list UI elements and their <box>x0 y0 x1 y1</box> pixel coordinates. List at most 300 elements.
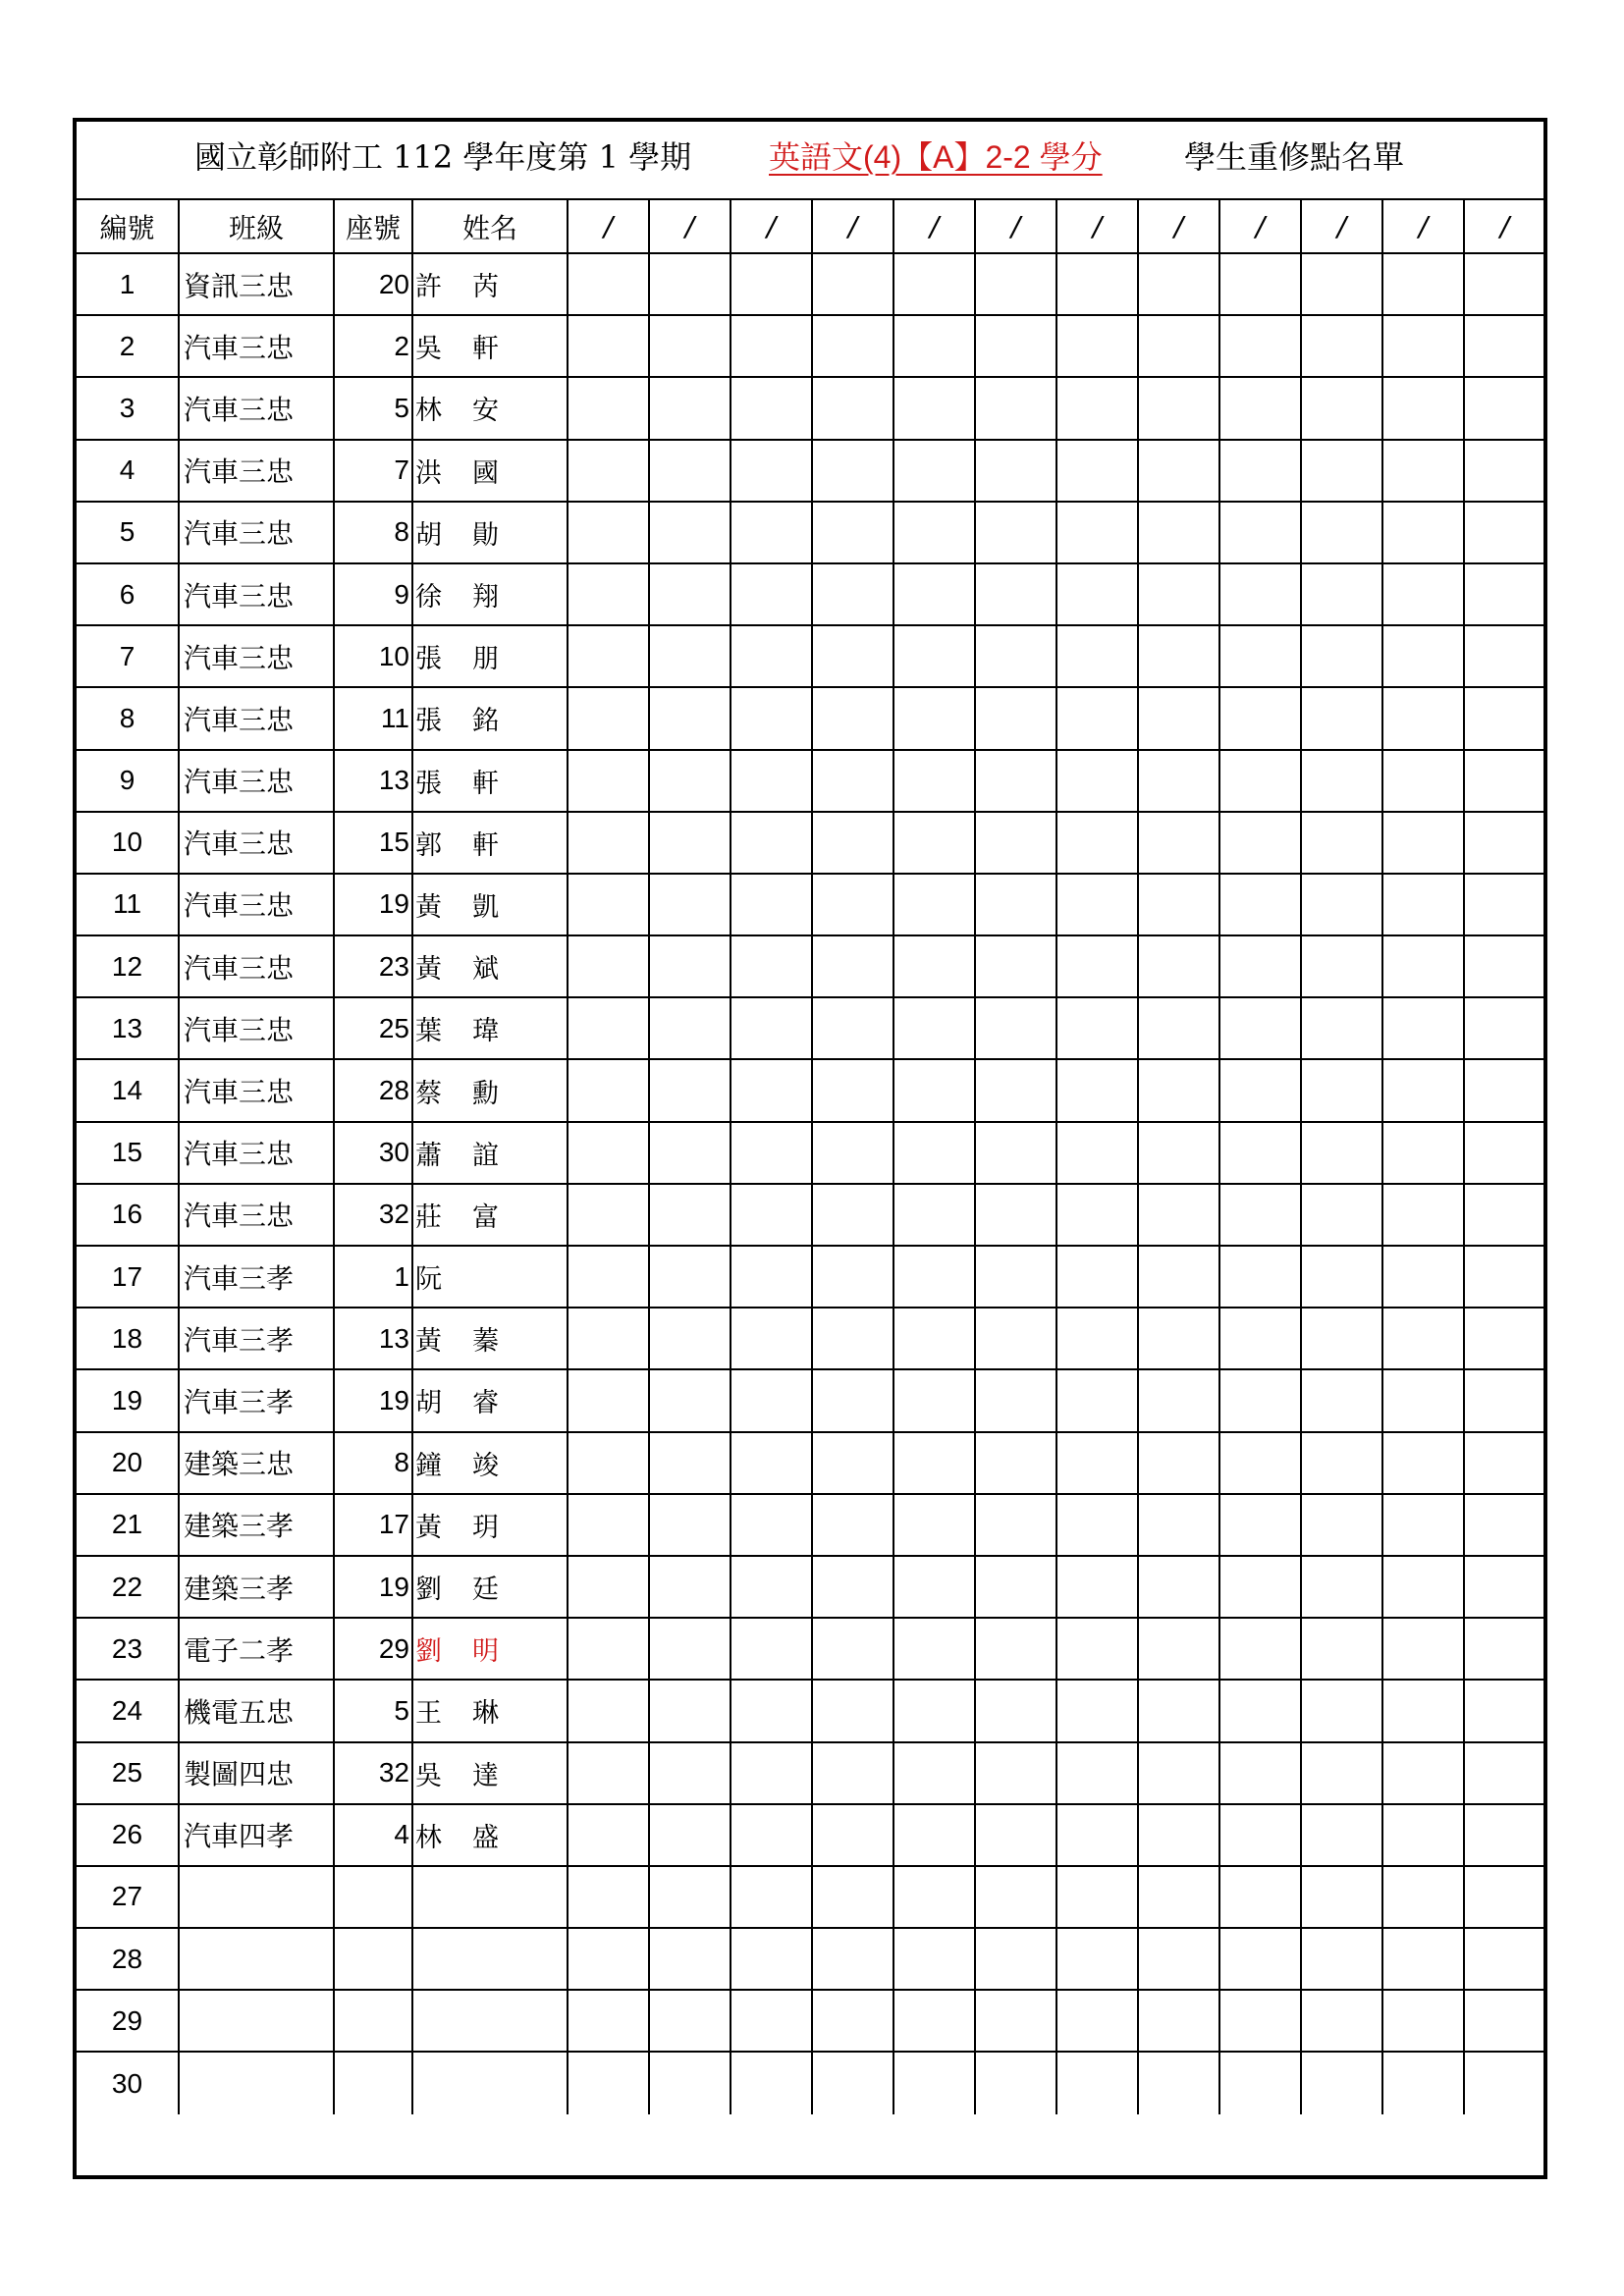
attendance-cell[interactable] <box>649 502 731 563</box>
attendance-cell[interactable] <box>812 750 893 812</box>
attendance-cell[interactable] <box>1056 874 1138 935</box>
attendance-cell[interactable] <box>1464 2052 1544 2113</box>
attendance-cell[interactable] <box>1056 1308 1138 1369</box>
attendance-cell[interactable] <box>1464 812 1544 874</box>
attendance-cell[interactable] <box>1301 377 1382 439</box>
attendance-cell[interactable] <box>1464 1184 1544 1246</box>
attendance-cell[interactable] <box>1382 1556 1464 1618</box>
attendance-cell[interactable] <box>568 315 649 377</box>
attendance-cell[interactable] <box>1219 687 1301 749</box>
attendance-cell[interactable] <box>1301 1122 1382 1184</box>
attendance-cell[interactable] <box>1464 1246 1544 1308</box>
attendance-cell[interactable] <box>975 1059 1056 1121</box>
attendance-cell[interactable] <box>1301 1928 1382 1990</box>
attendance-cell[interactable] <box>812 2052 893 2113</box>
attendance-cell[interactable] <box>1219 1680 1301 1741</box>
attendance-cell[interactable] <box>1138 625 1219 687</box>
attendance-cell[interactable] <box>893 874 975 935</box>
attendance-cell[interactable] <box>812 377 893 439</box>
attendance-cell[interactable] <box>1056 1618 1138 1680</box>
attendance-cell[interactable] <box>1382 1122 1464 1184</box>
attendance-cell[interactable] <box>1138 253 1219 315</box>
attendance-cell[interactable] <box>893 1928 975 1990</box>
attendance-cell[interactable] <box>649 1618 731 1680</box>
attendance-cell[interactable] <box>568 1742 649 1804</box>
attendance-cell[interactable] <box>1219 1184 1301 1246</box>
attendance-cell[interactable] <box>568 687 649 749</box>
attendance-cell[interactable] <box>1301 315 1382 377</box>
attendance-cell[interactable] <box>1382 1059 1464 1121</box>
attendance-cell[interactable] <box>1382 687 1464 749</box>
attendance-cell[interactable] <box>1056 1059 1138 1121</box>
attendance-cell[interactable] <box>893 1618 975 1680</box>
attendance-cell[interactable] <box>893 625 975 687</box>
attendance-cell[interactable] <box>1219 253 1301 315</box>
attendance-cell[interactable] <box>1464 315 1544 377</box>
attendance-cell[interactable] <box>1056 1742 1138 1804</box>
attendance-cell[interactable] <box>975 502 1056 563</box>
attendance-cell[interactable] <box>1056 502 1138 563</box>
attendance-cell[interactable] <box>1219 315 1301 377</box>
attendance-cell[interactable] <box>731 687 812 749</box>
attendance-cell[interactable] <box>731 1494 812 1556</box>
attendance-cell[interactable] <box>975 1618 1056 1680</box>
attendance-cell[interactable] <box>1382 502 1464 563</box>
attendance-cell[interactable] <box>731 1866 812 1928</box>
attendance-cell[interactable] <box>731 1059 812 1121</box>
attendance-cell[interactable] <box>893 1494 975 1556</box>
attendance-cell[interactable] <box>1056 1122 1138 1184</box>
attendance-cell[interactable] <box>1056 625 1138 687</box>
attendance-cell[interactable] <box>1382 1246 1464 1308</box>
attendance-cell[interactable] <box>893 1246 975 1308</box>
attendance-cell[interactable] <box>812 1369 893 1431</box>
attendance-cell[interactable] <box>1138 1122 1219 1184</box>
attendance-cell[interactable] <box>649 1308 731 1369</box>
attendance-cell[interactable] <box>1138 1494 1219 1556</box>
attendance-cell[interactable] <box>1219 1246 1301 1308</box>
attendance-cell[interactable] <box>649 1494 731 1556</box>
attendance-cell[interactable] <box>649 1928 731 1990</box>
attendance-cell[interactable] <box>1301 2052 1382 2113</box>
attendance-cell[interactable] <box>812 1059 893 1121</box>
attendance-cell[interactable] <box>812 1184 893 1246</box>
attendance-cell[interactable] <box>1219 935 1301 997</box>
attendance-cell[interactable] <box>893 750 975 812</box>
attendance-cell[interactable] <box>1138 1059 1219 1121</box>
attendance-cell[interactable] <box>1056 1369 1138 1431</box>
attendance-cell[interactable] <box>1382 935 1464 997</box>
attendance-cell[interactable] <box>1301 935 1382 997</box>
attendance-cell[interactable] <box>649 2052 731 2113</box>
attendance-cell[interactable] <box>1138 440 1219 502</box>
attendance-cell[interactable] <box>1301 563 1382 625</box>
attendance-cell[interactable] <box>1219 1369 1301 1431</box>
attendance-cell[interactable] <box>812 253 893 315</box>
attendance-cell[interactable] <box>649 1742 731 1804</box>
attendance-cell[interactable] <box>1464 935 1544 997</box>
attendance-cell[interactable] <box>1056 1866 1138 1928</box>
attendance-cell[interactable] <box>1301 687 1382 749</box>
attendance-cell[interactable] <box>893 687 975 749</box>
attendance-cell[interactable] <box>568 253 649 315</box>
attendance-cell[interactable] <box>1464 1122 1544 1184</box>
attendance-cell[interactable] <box>568 377 649 439</box>
attendance-cell[interactable] <box>731 1804 812 1866</box>
attendance-cell[interactable] <box>649 1432 731 1494</box>
attendance-cell[interactable] <box>1301 1432 1382 1494</box>
attendance-cell[interactable] <box>812 1804 893 1866</box>
attendance-cell[interactable] <box>1138 1618 1219 1680</box>
attendance-cell[interactable] <box>1138 750 1219 812</box>
attendance-cell[interactable] <box>812 1928 893 1990</box>
attendance-cell[interactable] <box>1382 1432 1464 1494</box>
attendance-cell[interactable] <box>1138 1308 1219 1369</box>
attendance-cell[interactable] <box>1301 625 1382 687</box>
attendance-cell[interactable] <box>1056 935 1138 997</box>
attendance-cell[interactable] <box>1464 502 1544 563</box>
attendance-cell[interactable] <box>975 1369 1056 1431</box>
attendance-cell[interactable] <box>1219 1990 1301 2052</box>
attendance-cell[interactable] <box>1301 1804 1382 1866</box>
attendance-cell[interactable] <box>1382 2052 1464 2113</box>
attendance-cell[interactable] <box>1301 874 1382 935</box>
attendance-cell[interactable] <box>1301 1618 1382 1680</box>
attendance-cell[interactable] <box>568 1246 649 1308</box>
attendance-cell[interactable] <box>1219 502 1301 563</box>
attendance-cell[interactable] <box>1138 377 1219 439</box>
attendance-cell[interactable] <box>893 253 975 315</box>
attendance-cell[interactable] <box>1056 1246 1138 1308</box>
attendance-cell[interactable] <box>568 1369 649 1431</box>
attendance-cell[interactable] <box>1301 750 1382 812</box>
attendance-cell[interactable] <box>649 253 731 315</box>
attendance-cell[interactable] <box>568 1494 649 1556</box>
attendance-cell[interactable] <box>893 563 975 625</box>
attendance-cell[interactable] <box>1138 2052 1219 2113</box>
attendance-cell[interactable] <box>1138 1804 1219 1866</box>
attendance-cell[interactable] <box>975 874 1056 935</box>
attendance-cell[interactable] <box>1301 1680 1382 1741</box>
attendance-cell[interactable] <box>893 2052 975 2113</box>
attendance-cell[interactable] <box>1056 563 1138 625</box>
attendance-cell[interactable] <box>812 563 893 625</box>
attendance-cell[interactable] <box>1301 1308 1382 1369</box>
attendance-cell[interactable] <box>975 935 1056 997</box>
attendance-cell[interactable] <box>1301 1556 1382 1618</box>
attendance-cell[interactable] <box>649 377 731 439</box>
attendance-cell[interactable] <box>893 1804 975 1866</box>
attendance-cell[interactable] <box>812 997 893 1059</box>
attendance-cell[interactable] <box>1219 377 1301 439</box>
attendance-cell[interactable] <box>1464 1432 1544 1494</box>
attendance-cell[interactable] <box>1056 750 1138 812</box>
attendance-cell[interactable] <box>568 1990 649 2052</box>
attendance-cell[interactable] <box>893 1866 975 1928</box>
attendance-cell[interactable] <box>893 1059 975 1121</box>
attendance-cell[interactable] <box>1464 997 1544 1059</box>
attendance-cell[interactable] <box>649 1804 731 1866</box>
attendance-cell[interactable] <box>1219 812 1301 874</box>
attendance-cell[interactable] <box>1056 315 1138 377</box>
attendance-cell[interactable] <box>1301 502 1382 563</box>
attendance-cell[interactable] <box>1056 1432 1138 1494</box>
attendance-cell[interactable] <box>1219 1866 1301 1928</box>
attendance-cell[interactable] <box>812 502 893 563</box>
attendance-cell[interactable] <box>812 440 893 502</box>
attendance-cell[interactable] <box>1219 625 1301 687</box>
attendance-cell[interactable] <box>1219 874 1301 935</box>
attendance-cell[interactable] <box>1138 997 1219 1059</box>
attendance-cell[interactable] <box>1464 874 1544 935</box>
attendance-cell[interactable] <box>568 1556 649 1618</box>
attendance-cell[interactable] <box>975 1246 1056 1308</box>
attendance-cell[interactable] <box>975 253 1056 315</box>
attendance-cell[interactable] <box>1219 1556 1301 1618</box>
attendance-cell[interactable] <box>1464 1742 1544 1804</box>
attendance-cell[interactable] <box>1138 1928 1219 1990</box>
attendance-cell[interactable] <box>1138 1246 1219 1308</box>
attendance-cell[interactable] <box>975 377 1056 439</box>
attendance-cell[interactable] <box>731 1122 812 1184</box>
attendance-cell[interactable] <box>649 687 731 749</box>
attendance-cell[interactable] <box>893 377 975 439</box>
attendance-cell[interactable] <box>731 874 812 935</box>
attendance-cell[interactable] <box>1301 1184 1382 1246</box>
attendance-cell[interactable] <box>649 1866 731 1928</box>
attendance-cell[interactable] <box>812 1432 893 1494</box>
attendance-cell[interactable] <box>1219 2052 1301 2113</box>
attendance-cell[interactable] <box>975 1866 1056 1928</box>
attendance-cell[interactable] <box>1219 997 1301 1059</box>
attendance-cell[interactable] <box>731 1556 812 1618</box>
attendance-cell[interactable] <box>1301 440 1382 502</box>
attendance-cell[interactable] <box>1382 1369 1464 1431</box>
attendance-cell[interactable] <box>975 1494 1056 1556</box>
attendance-cell[interactable] <box>1056 1556 1138 1618</box>
attendance-cell[interactable] <box>731 1742 812 1804</box>
attendance-cell[interactable] <box>731 1680 812 1741</box>
attendance-cell[interactable] <box>1138 1369 1219 1431</box>
attendance-cell[interactable] <box>649 750 731 812</box>
attendance-cell[interactable] <box>812 625 893 687</box>
attendance-cell[interactable] <box>1138 874 1219 935</box>
attendance-cell[interactable] <box>1301 1742 1382 1804</box>
attendance-cell[interactable] <box>1464 377 1544 439</box>
attendance-cell[interactable] <box>1056 812 1138 874</box>
attendance-cell[interactable] <box>812 1494 893 1556</box>
attendance-cell[interactable] <box>975 1928 1056 1990</box>
attendance-cell[interactable] <box>568 1432 649 1494</box>
attendance-cell[interactable] <box>975 1184 1056 1246</box>
attendance-cell[interactable] <box>568 1059 649 1121</box>
attendance-cell[interactable] <box>1301 812 1382 874</box>
attendance-cell[interactable] <box>649 563 731 625</box>
attendance-cell[interactable] <box>1301 1990 1382 2052</box>
attendance-cell[interactable] <box>731 935 812 997</box>
attendance-cell[interactable] <box>1301 1059 1382 1121</box>
attendance-cell[interactable] <box>1301 253 1382 315</box>
attendance-cell[interactable] <box>893 812 975 874</box>
attendance-cell[interactable] <box>1382 750 1464 812</box>
attendance-cell[interactable] <box>649 625 731 687</box>
attendance-cell[interactable] <box>649 812 731 874</box>
attendance-cell[interactable] <box>1056 1804 1138 1866</box>
attendance-cell[interactable] <box>1219 1618 1301 1680</box>
attendance-cell[interactable] <box>975 1680 1056 1741</box>
attendance-cell[interactable] <box>1382 563 1464 625</box>
attendance-cell[interactable] <box>1301 1246 1382 1308</box>
attendance-cell[interactable] <box>1464 750 1544 812</box>
attendance-cell[interactable] <box>1219 1308 1301 1369</box>
attendance-cell[interactable] <box>731 625 812 687</box>
attendance-cell[interactable] <box>731 2052 812 2113</box>
attendance-cell[interactable] <box>1056 377 1138 439</box>
attendance-cell[interactable] <box>893 1680 975 1741</box>
attendance-cell[interactable] <box>1138 935 1219 997</box>
attendance-cell[interactable] <box>1219 1494 1301 1556</box>
attendance-cell[interactable] <box>1138 315 1219 377</box>
attendance-cell[interactable] <box>731 1184 812 1246</box>
attendance-cell[interactable] <box>731 1246 812 1308</box>
attendance-cell[interactable] <box>1382 253 1464 315</box>
attendance-cell[interactable] <box>568 1866 649 1928</box>
attendance-cell[interactable] <box>812 935 893 997</box>
attendance-cell[interactable] <box>1138 1184 1219 1246</box>
attendance-cell[interactable] <box>731 1369 812 1431</box>
attendance-cell[interactable] <box>731 750 812 812</box>
attendance-cell[interactable] <box>975 1432 1056 1494</box>
attendance-cell[interactable] <box>1382 1990 1464 2052</box>
attendance-cell[interactable] <box>649 1990 731 2052</box>
attendance-cell[interactable] <box>812 315 893 377</box>
attendance-cell[interactable] <box>975 2052 1056 2113</box>
attendance-cell[interactable] <box>1138 502 1219 563</box>
attendance-cell[interactable] <box>1382 997 1464 1059</box>
attendance-cell[interactable] <box>975 1122 1056 1184</box>
attendance-cell[interactable] <box>893 502 975 563</box>
attendance-cell[interactable] <box>568 1804 649 1866</box>
attendance-cell[interactable] <box>649 1369 731 1431</box>
attendance-cell[interactable] <box>812 874 893 935</box>
attendance-cell[interactable] <box>893 997 975 1059</box>
attendance-cell[interactable] <box>649 935 731 997</box>
attendance-cell[interactable] <box>1464 1369 1544 1431</box>
attendance-cell[interactable] <box>1056 1680 1138 1741</box>
attendance-cell[interactable] <box>731 253 812 315</box>
attendance-cell[interactable] <box>893 935 975 997</box>
attendance-cell[interactable] <box>731 315 812 377</box>
attendance-cell[interactable] <box>975 997 1056 1059</box>
attendance-cell[interactable] <box>975 1990 1056 2052</box>
attendance-cell[interactable] <box>731 1928 812 1990</box>
attendance-cell[interactable] <box>1056 1928 1138 1990</box>
attendance-cell[interactable] <box>1382 1866 1464 1928</box>
attendance-cell[interactable] <box>1382 874 1464 935</box>
attendance-cell[interactable] <box>568 1122 649 1184</box>
attendance-cell[interactable] <box>1056 997 1138 1059</box>
attendance-cell[interactable] <box>1219 1432 1301 1494</box>
attendance-cell[interactable] <box>1382 1184 1464 1246</box>
attendance-cell[interactable] <box>731 1308 812 1369</box>
attendance-cell[interactable] <box>731 563 812 625</box>
attendance-cell[interactable] <box>1382 1308 1464 1369</box>
attendance-cell[interactable] <box>1382 625 1464 687</box>
attendance-cell[interactable] <box>568 2052 649 2113</box>
attendance-cell[interactable] <box>568 935 649 997</box>
attendance-cell[interactable] <box>649 1246 731 1308</box>
attendance-cell[interactable] <box>893 1308 975 1369</box>
attendance-cell[interactable] <box>1138 812 1219 874</box>
attendance-cell[interactable] <box>893 1184 975 1246</box>
attendance-cell[interactable] <box>1056 1184 1138 1246</box>
attendance-cell[interactable] <box>1138 1990 1219 2052</box>
attendance-cell[interactable] <box>1382 377 1464 439</box>
attendance-cell[interactable] <box>975 1308 1056 1369</box>
attendance-cell[interactable] <box>568 1184 649 1246</box>
attendance-cell[interactable] <box>1382 315 1464 377</box>
attendance-cell[interactable] <box>1301 1369 1382 1431</box>
attendance-cell[interactable] <box>568 440 649 502</box>
attendance-cell[interactable] <box>1382 812 1464 874</box>
attendance-cell[interactable] <box>1219 750 1301 812</box>
attendance-cell[interactable] <box>1219 1928 1301 1990</box>
attendance-cell[interactable] <box>649 1059 731 1121</box>
attendance-cell[interactable] <box>568 1618 649 1680</box>
attendance-cell[interactable] <box>568 812 649 874</box>
attendance-cell[interactable] <box>1056 687 1138 749</box>
attendance-cell[interactable] <box>812 1742 893 1804</box>
attendance-cell[interactable] <box>568 750 649 812</box>
attendance-cell[interactable] <box>812 1556 893 1618</box>
attendance-cell[interactable] <box>812 1308 893 1369</box>
attendance-cell[interactable] <box>975 315 1056 377</box>
attendance-cell[interactable] <box>731 812 812 874</box>
attendance-cell[interactable] <box>568 563 649 625</box>
attendance-cell[interactable] <box>1219 440 1301 502</box>
attendance-cell[interactable] <box>731 377 812 439</box>
attendance-cell[interactable] <box>568 502 649 563</box>
attendance-cell[interactable] <box>975 1742 1056 1804</box>
attendance-cell[interactable] <box>893 1432 975 1494</box>
attendance-cell[interactable] <box>568 874 649 935</box>
attendance-cell[interactable] <box>1138 563 1219 625</box>
attendance-cell[interactable] <box>1464 1804 1544 1866</box>
attendance-cell[interactable] <box>1301 1866 1382 1928</box>
attendance-cell[interactable] <box>1138 1680 1219 1741</box>
attendance-cell[interactable] <box>1382 1742 1464 1804</box>
attendance-cell[interactable] <box>1056 440 1138 502</box>
attendance-cell[interactable] <box>568 1308 649 1369</box>
attendance-cell[interactable] <box>1464 253 1544 315</box>
attendance-cell[interactable] <box>1382 1928 1464 1990</box>
attendance-cell[interactable] <box>649 1184 731 1246</box>
attendance-cell[interactable] <box>1301 1494 1382 1556</box>
attendance-cell[interactable] <box>1219 1122 1301 1184</box>
attendance-cell[interactable] <box>649 1556 731 1618</box>
attendance-cell[interactable] <box>649 315 731 377</box>
attendance-cell[interactable] <box>812 1990 893 2052</box>
attendance-cell[interactable] <box>893 1369 975 1431</box>
attendance-cell[interactable] <box>1464 563 1544 625</box>
attendance-cell[interactable] <box>1056 253 1138 315</box>
attendance-cell[interactable] <box>812 1618 893 1680</box>
attendance-cell[interactable] <box>1219 1059 1301 1121</box>
attendance-cell[interactable] <box>975 440 1056 502</box>
attendance-cell[interactable] <box>975 563 1056 625</box>
attendance-cell[interactable] <box>731 1618 812 1680</box>
attendance-cell[interactable] <box>1219 563 1301 625</box>
